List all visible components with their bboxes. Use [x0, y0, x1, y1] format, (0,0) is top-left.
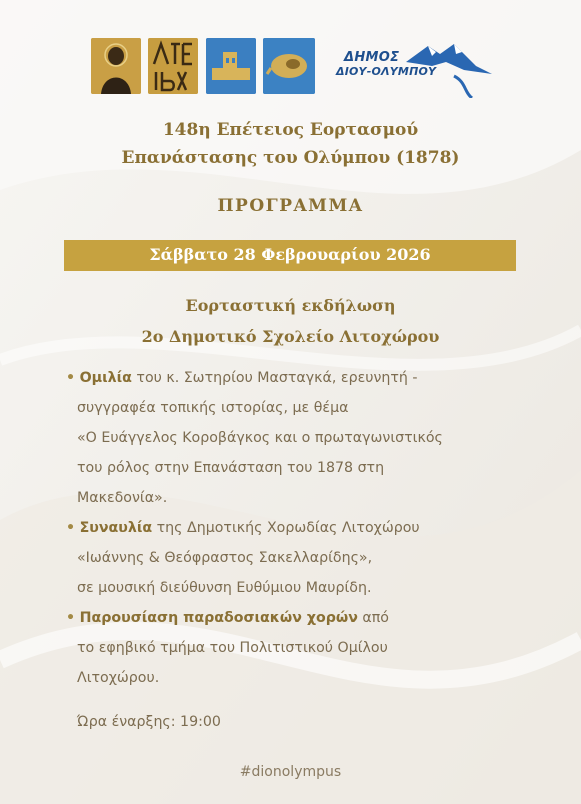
castle-tile: [206, 38, 256, 94]
item-text: το εφηβικό τμήμα του Πολιτιστικού Ομίλου: [77, 640, 388, 656]
list-item-speech: [66, 370, 418, 386]
item-text: του κ. Σωτηρίου Μασταγκά, ερευνητή -: [131, 370, 418, 386]
list-item-concert: [66, 520, 420, 536]
event-venue: 2ο Δημοτικό Σχολείο Λιτοχώρου: [141, 327, 440, 346]
item-title: Συναυλία: [79, 520, 153, 536]
municipality-logo: [336, 40, 494, 98]
letters-tile: [148, 38, 198, 94]
item-text: Λιτοχώρου.: [77, 670, 160, 686]
date-text: Σάββατο 28 Φεβρουαρίου 2026: [149, 245, 431, 264]
date-banner: [64, 240, 516, 271]
item-text: του ρόλος στην Επανάσταση του 1878 στη: [77, 460, 385, 476]
item-text: «Ιωάννης & Θεόφραστος Σακελλαρίδης»,: [77, 550, 373, 566]
bullet-icon: •: [66, 520, 76, 536]
event-title-line2: Επανάστασης του Ολύμπου (1878): [121, 148, 460, 168]
item-text: της Δημοτικής Χορωδίας Λιτοχώρου: [152, 520, 420, 536]
artifact-tile: [263, 38, 315, 94]
bullet-icon: •: [66, 370, 76, 386]
item-text: σε μουσική διεύθυνση Ευθύμιου Μαυρίδη.: [77, 580, 372, 596]
hashtag: #dionolympus: [239, 764, 342, 780]
bullet-icon: •: [66, 610, 76, 626]
start-time: Ώρα έναρξης: 19:00: [77, 714, 221, 730]
item-text: από: [357, 610, 389, 626]
item-title: Ομιλία: [79, 370, 132, 386]
item-text: «Ο Ευάγγελος Κοροβάγκος και ο πρωταγωνιστικός: [77, 430, 443, 446]
event-title-line1: 148η Επέτειος Εορτασμού: [162, 120, 419, 140]
list-item-dances: [66, 610, 389, 626]
item-title: Παρουσίαση παραδοσιακών χορών: [79, 610, 358, 626]
item-text: συγγραφέα τοπικής ιστορίας, με θέμα: [77, 400, 349, 416]
program-heading: ΠΡΟΓΡΑΜΜΑ: [217, 196, 364, 216]
saint-icon: [91, 38, 141, 94]
item-text: Μακεδονία».: [77, 490, 168, 506]
municipality-name-line2: ΔΙΟΥ-ΟΛΥΜΠΟΥ: [336, 65, 437, 78]
municipality-name-line1: ΔΗΜΟΣ: [344, 50, 400, 65]
event-subtitle: Εορταστική εκδήλωση: [185, 296, 396, 315]
